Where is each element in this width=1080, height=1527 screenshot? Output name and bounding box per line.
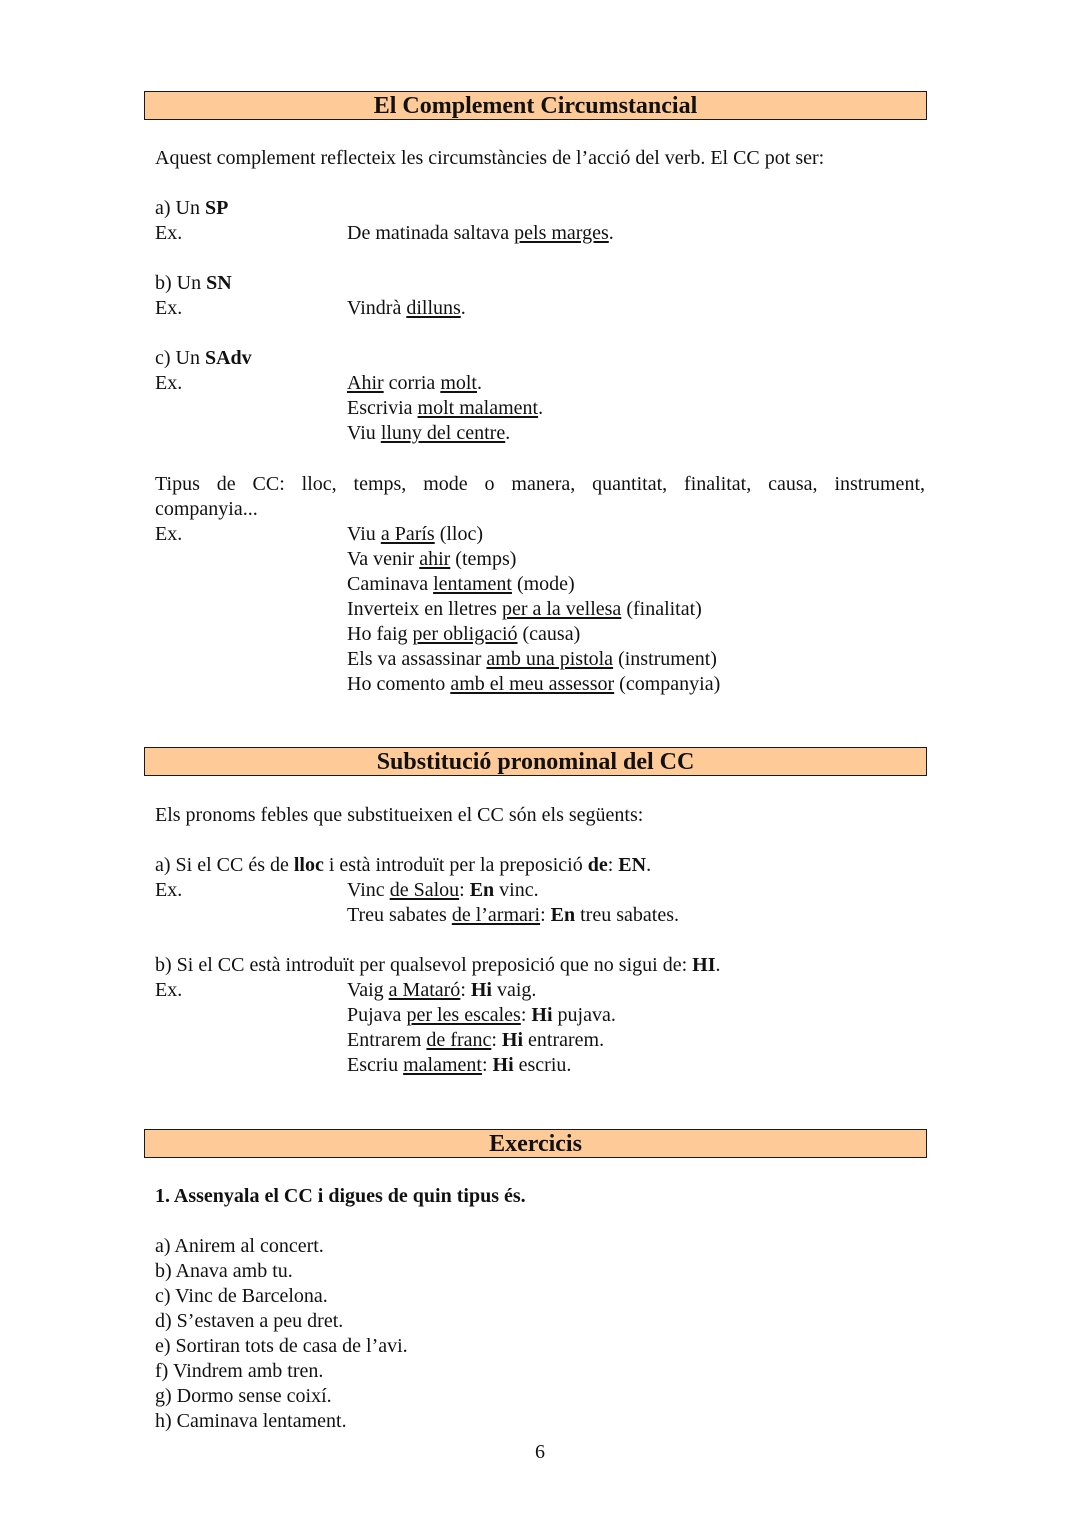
ex-label: Ex. [155, 523, 183, 545]
example-sentence: Entrarem de franc: Hi entrarem. [347, 1029, 605, 1051]
example-sentence: Ho comento amb el meu assessor (companyia) [347, 673, 721, 695]
example-sentence: Viu a París (lloc) [347, 523, 484, 545]
rule-b: b) Si el CC està introduït per qualsevol preposició que no sigui de: HI. [155, 954, 721, 976]
exercise-item: d) S’estaven a peu dret. [155, 1310, 344, 1332]
example-sentence: Vindrà dilluns. [347, 297, 466, 319]
exercise-item: f) Vindrem amb tren. [155, 1360, 324, 1382]
item-b-label: b) Un SN [155, 272, 232, 294]
ex-label: Ex. [155, 979, 183, 1001]
example-sentence: Pujava per les escales: Hi pujava. [347, 1004, 616, 1026]
example-sentence: Treu sabates de l’armari: En treu sabates. [347, 904, 679, 926]
example-sentence: Caminava lentament (mode) [347, 573, 575, 595]
example-sentence: Els va assassinar amb una pistola (instrument) [347, 648, 717, 670]
ex-label: Ex. [155, 222, 183, 244]
ex-label: Ex. [155, 372, 183, 394]
ex-label: Ex. [155, 297, 183, 319]
types-paragraph-line: Tipus de CC: lloc, temps, mode o manera, quantitat, finalitat, causa, instrument, [155, 473, 925, 495]
rule-a: a) Si el CC és de lloc i està introduït per la preposició de: EN. [155, 854, 652, 876]
intro-paragraph: Aquest complement reflecteix les circumstàncies de l’acció del verb. El CC pot ser: [155, 147, 825, 169]
section-title-complement: El Complement Circumstancial [144, 91, 927, 120]
exercise-question: 1. Assenyala el CC i digues de quin tipus és. [155, 1185, 526, 1207]
section-title-substitution: Substitució pronominal del CC [144, 747, 927, 776]
example-sentence: Ho faig per obligació (causa) [347, 623, 581, 645]
example-sentence: Inverteix en lletres per a la vellesa (finalitat) [347, 598, 702, 620]
example-sentence: Va venir ahir (temps) [347, 548, 517, 570]
exercise-item: a) Anirem al concert. [155, 1235, 324, 1257]
example-sentence: Escrivia molt malament. [347, 397, 544, 419]
example-sentence: Vaig a Mataró: Hi vaig. [347, 979, 537, 1001]
exercise-item: e) Sortiran tots de casa de l’avi. [155, 1335, 408, 1357]
exercise-item: b) Anava amb tu. [155, 1260, 293, 1282]
exercise-item: c) Vinc de Barcelona. [155, 1285, 328, 1307]
example-sentence: De matinada saltava pels marges. [347, 222, 614, 244]
exercise-item: h) Caminava lentament. [155, 1410, 347, 1432]
section-title-exercises: Exercicis [144, 1129, 927, 1158]
example-sentence: Viu lluny del centre. [347, 422, 511, 444]
types-paragraph-line: companyia... [155, 498, 258, 520]
exercise-item: g) Dormo sense coixí. [155, 1385, 332, 1407]
example-sentence: Ahir corria molt. [347, 372, 482, 394]
item-c-label: c) Un SAdv [155, 347, 252, 369]
intro-paragraph: Els pronoms febles que substitueixen el CC són els següents: [155, 804, 644, 826]
example-sentence: Escriu malament: Hi escriu. [347, 1054, 572, 1076]
item-a-label: a) Un SP [155, 197, 229, 219]
page-number: 6 [535, 1441, 545, 1463]
ex-label: Ex. [155, 879, 183, 901]
example-sentence: Vinc de Salou: En vinc. [347, 879, 539, 901]
